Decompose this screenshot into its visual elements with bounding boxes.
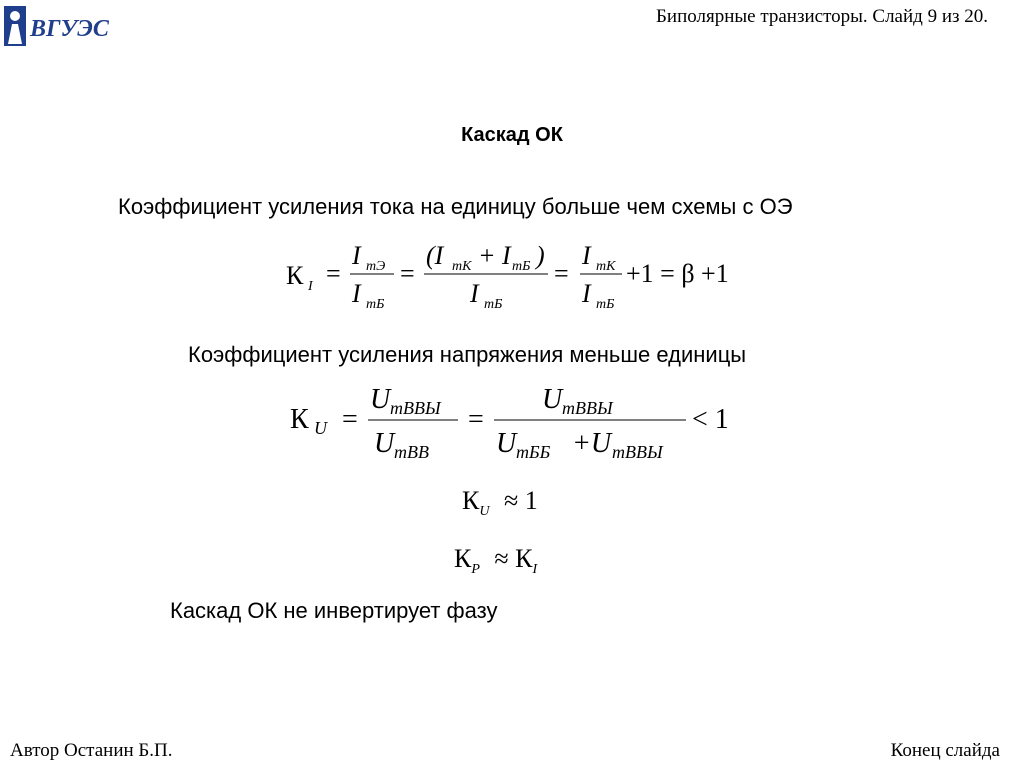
voltage-gain-formula [286, 382, 746, 468]
ki-f3-num-sub: mК [596, 259, 616, 274]
ku-f2-den-a-sub: mББ [516, 442, 551, 462]
svg-text:=: = [400, 259, 415, 288]
kp-approx-formula [454, 544, 537, 578]
ki-lhs: К [286, 261, 304, 290]
current-gain-formula [280, 238, 760, 318]
ki-f3-den-sub: mБ [596, 297, 615, 312]
voltage-gain-text: Коэффициент усиления напряжения меньше единицы [188, 342, 747, 367]
ki-f1-num-sub: mЭ [366, 259, 386, 274]
end-slide-link[interactable]: Конец слайда [890, 740, 1000, 761]
slide-info: Биполярные транзисторы. Слайд 9 из 20. [656, 6, 988, 27]
ku-f1-den: U [374, 428, 395, 459]
ku-tail: < 1 [692, 404, 729, 435]
ku-f1-den-sub: mВВ [394, 442, 429, 462]
ku-lhs: К [290, 404, 309, 435]
svg-text:=: = [468, 404, 484, 435]
ku-f2-den-a: U [496, 428, 517, 459]
ki-f2-den-sub: mБ [484, 297, 503, 312]
ki-lhs-sub: I [308, 279, 313, 294]
ku-approx-lhs: К [462, 486, 480, 515]
ki-f1-num: I [352, 241, 361, 270]
ki-f1-den: I [352, 279, 361, 308]
ki-f1-den-sub: mБ [366, 297, 385, 312]
kp-approx-lhs-sub: P [471, 562, 480, 578]
ku-approx-formula [462, 486, 538, 520]
kp-approx-rhs: ≈ К [494, 544, 533, 573]
ki-f2-num-b-sub: mБ [512, 259, 531, 274]
svg-text:=: = [342, 404, 358, 435]
author-label: Автор Останин Б.П. [10, 740, 173, 761]
ki-f3-num: I [582, 241, 591, 270]
ki-f2-num-a: (I [426, 241, 444, 270]
svg-text:=: = [554, 259, 569, 288]
ku-f2-den-b-sub: mВВЫ [612, 442, 663, 462]
current-gain-text: Коэффициент усиления тока на единицу больше чем схемы с ОЭ [118, 194, 793, 219]
ku-f1-num-sub: mВВЫ [390, 398, 441, 418]
logo-text: ВГУЭС [30, 16, 109, 42]
ku-f2-num: U [542, 384, 563, 415]
ki-f2-den: I [470, 279, 479, 308]
phase-text: Каскад ОК не инвертирует фазу [170, 598, 498, 623]
svg-text:=: = [326, 259, 341, 288]
ku-lhs-sub: U [314, 418, 327, 438]
university-logo [4, 4, 116, 48]
ku-approx-lhs-sub: U [479, 504, 490, 520]
ki-f3-den: I [582, 279, 591, 308]
ki-f2-num-b: + I [478, 241, 511, 270]
ki-f2-num-a-sub: mК [452, 259, 472, 274]
ki-tail: +1 = β +1 [626, 259, 729, 288]
page-title: Каскад ОК [461, 124, 563, 146]
ku-approx-rhs: ≈ 1 [503, 486, 538, 515]
kp-approx-lhs: К [454, 544, 472, 573]
ki-f2-num-c: ) [536, 241, 545, 270]
ku-f2-num-sub: mВВЫ [562, 398, 613, 418]
ku-f1-num: U [370, 384, 391, 415]
ku-f2-den-b: +U [572, 428, 612, 459]
kp-approx-rhs-sub: I [532, 562, 538, 578]
